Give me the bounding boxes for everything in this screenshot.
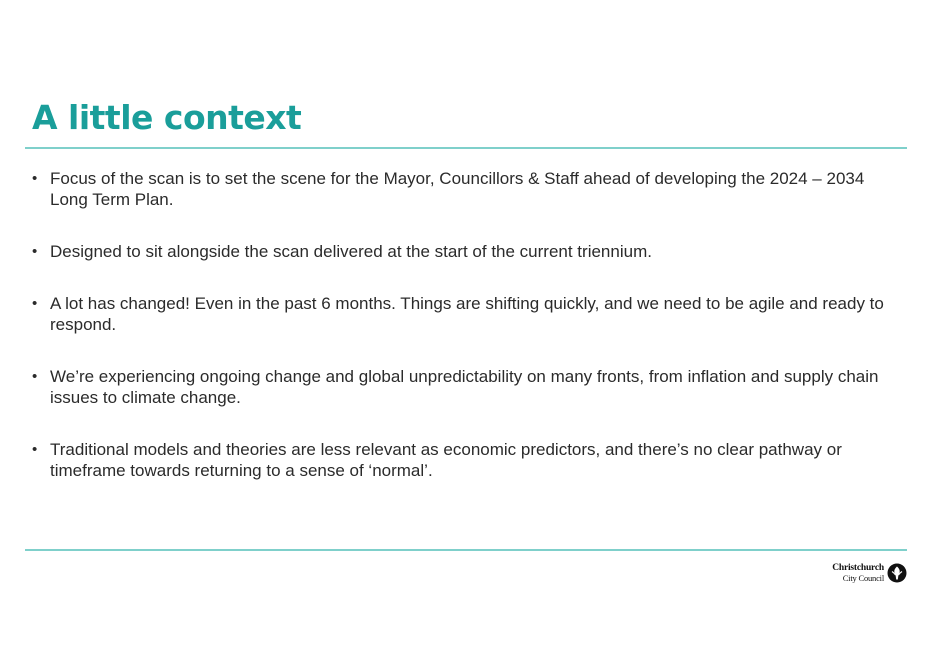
title-divider xyxy=(25,147,907,149)
bullet-dot: • xyxy=(32,295,38,312)
bullet-list xyxy=(32,168,892,481)
bullet-text: A lot has changed! Even in the past 6 months. Things are shifting quickly, and we need to be agile and ready to respond. xyxy=(50,294,884,334)
council-emblem-icon xyxy=(887,563,907,583)
bullet-item xyxy=(32,366,892,408)
logo-wordmark xyxy=(832,564,884,582)
bullet-text: Focus of the scan is to set the scene for the Mayor, Councillors & Staff ahead of developing the 2024 – 2034 Long Term Plan. xyxy=(50,169,865,209)
bullet-item xyxy=(32,439,892,481)
logo-line-2: City Council xyxy=(842,572,884,583)
bullet-text: Designed to sit alongside the scan delivered at the start of the current triennium. xyxy=(50,242,652,261)
slide-title: A little context xyxy=(32,98,302,137)
bullet-dot: • xyxy=(32,368,38,385)
bullet-dot: • xyxy=(32,243,38,260)
bullet-item xyxy=(32,241,892,262)
bullet-item xyxy=(32,293,892,335)
logo-line-1: Christchurch xyxy=(832,563,884,573)
bullet-dot: • xyxy=(32,441,38,458)
bullet-text: Traditional models and theories are less relevant as economic predictors, and there’s no clear pathway or timeframe towards returning to a sense of ‘normal’. xyxy=(50,440,842,480)
council-logo xyxy=(832,563,907,583)
bullet-text: We’re experiencing ongoing change and global unpredictability on many fronts, from inflation and supply chain issues to climate change. xyxy=(50,367,879,407)
footer-divider xyxy=(25,549,907,551)
bullet-dot: • xyxy=(32,170,38,187)
bullet-item xyxy=(32,168,892,210)
